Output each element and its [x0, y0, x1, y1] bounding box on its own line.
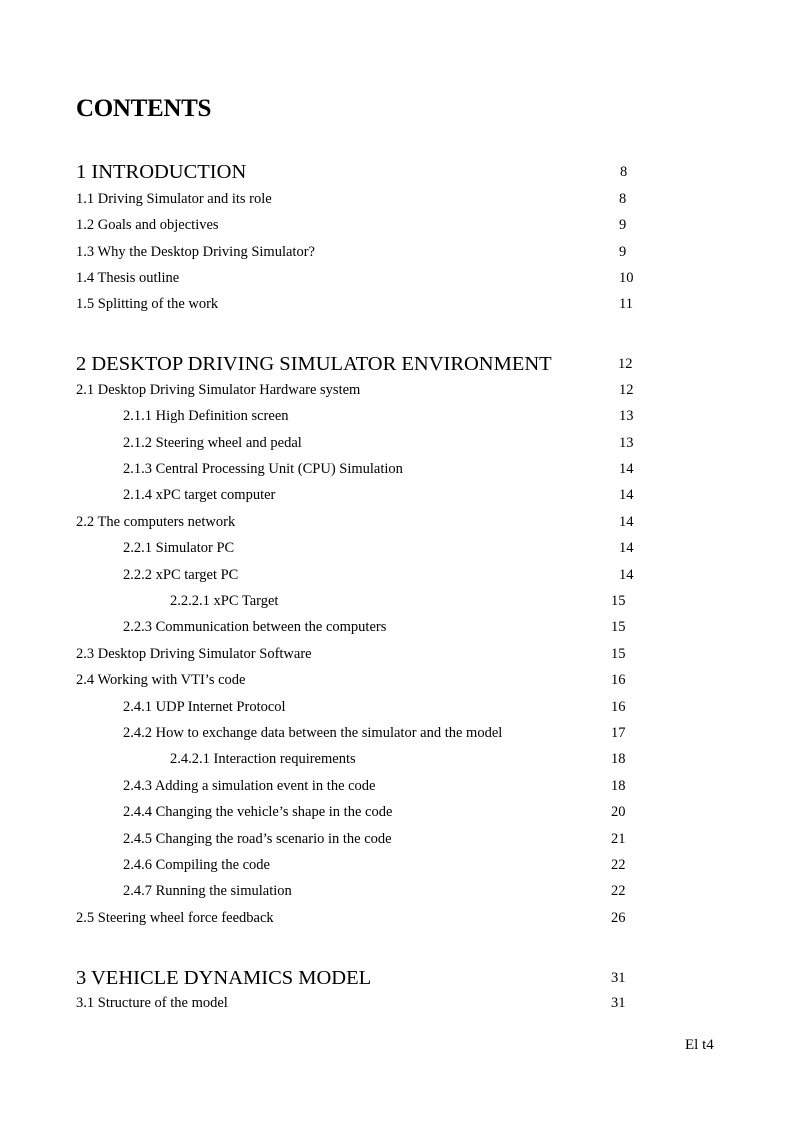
toc-entry-label: 2.4.4 Changing the vehicle’s shape in the code — [123, 804, 393, 820]
toc-entry-label: 3 VEHICLE DYNAMICS MODEL — [76, 967, 372, 989]
toc-entry-1-2[interactable] — [0, 215, 794, 235]
toc-entry-label: 2.1 Desktop Driving Simulator Hardware system — [76, 382, 361, 398]
toc-page-number: 22 — [611, 857, 626, 873]
toc-page-number: 18 — [611, 751, 626, 767]
toc-entry-1-3[interactable] — [0, 242, 794, 262]
toc-page-number: 15 — [611, 646, 626, 662]
toc-page-number: 31 — [611, 970, 626, 986]
toc-entry-label: 1.3 Why the Desktop Driving Simulator? — [76, 244, 315, 260]
toc-entry-label: 1.4 Thesis outline — [76, 270, 180, 286]
toc-entry-2-4-2-1[interactable] — [0, 749, 794, 769]
toc-page-number: 13 — [619, 435, 634, 451]
toc-page-number: 12 — [618, 356, 633, 372]
toc-page-number: 14 — [619, 567, 634, 583]
toc-page-number: 9 — [619, 244, 627, 260]
toc-page-number: 31 — [611, 995, 626, 1011]
toc-chapter-2[interactable] — [0, 353, 794, 382]
toc-entry-label: 2.2.2 xPC target PC — [123, 567, 239, 583]
toc-entry-label: 2.5 Steering wheel force feedback — [76, 910, 274, 926]
toc-entry-1-4[interactable] — [0, 268, 794, 288]
toc-entry-label: 1 INTRODUCTION — [76, 161, 247, 183]
toc-entry-label: 2.4.5 Changing the road’s scenario in the code — [123, 831, 392, 847]
toc-chapter-1[interactable] — [0, 161, 794, 190]
toc-entry-2-4-3[interactable] — [0, 776, 794, 796]
toc-entry-label: 2 DESKTOP DRIVING SIMULATOR ENVIRONMENT — [76, 353, 552, 375]
toc-entry-2-1[interactable] — [0, 380, 794, 400]
toc-entry-label: 1.2 Goals and objectives — [76, 217, 219, 233]
toc-entry-label: 2.1.3 Central Processing Unit (CPU) Simulation — [123, 461, 403, 477]
toc-entry-label: 2.2.2.1 xPC Target — [170, 593, 279, 609]
toc-entry-label: 1.1 Driving Simulator and its role — [76, 191, 272, 207]
toc-page-number: 14 — [619, 540, 634, 556]
toc-page-number: 8 — [619, 191, 627, 207]
toc-entry-label: 2.2.3 Communication between the computers — [123, 619, 387, 635]
toc-page-number: 18 — [611, 778, 626, 794]
toc-entry-2-2-1[interactable] — [0, 538, 794, 558]
toc-page-number: 26 — [611, 910, 626, 926]
toc-page-number: 8 — [620, 164, 628, 180]
toc-entry-3-1[interactable] — [0, 993, 794, 1013]
toc-page-number: 11 — [619, 296, 633, 312]
toc-entry-label: 2.1.1 High Definition screen — [123, 408, 289, 424]
toc-entry-label: 2.4.3 Adding a simulation event in the code — [123, 778, 376, 794]
toc-page-number: 14 — [619, 487, 634, 503]
toc-entry-label: 2.4.2 How to exchange data between the simulator and the model — [123, 725, 503, 741]
toc-page-number: 21 — [611, 831, 626, 847]
page-footer: El t4 — [685, 1037, 714, 1053]
toc-entry-2-4-4[interactable] — [0, 802, 794, 822]
toc-entry-2-4-5[interactable] — [0, 829, 794, 849]
toc-entry-2-4-1[interactable] — [0, 697, 794, 717]
toc-entry-2-3[interactable] — [0, 644, 794, 664]
toc-entry-2-2-3[interactable] — [0, 617, 794, 637]
toc-entry-label: 2.3 Desktop Driving Simulator Software — [76, 646, 312, 662]
toc-entry-2-2[interactable] — [0, 512, 794, 532]
toc-entry-label: 2.4.7 Running the simulation — [123, 883, 292, 899]
toc-page-number: 16 — [611, 699, 626, 715]
toc-entry-2-1-3[interactable] — [0, 459, 794, 479]
toc-entry-label: 3.1 Structure of the model — [76, 995, 228, 1011]
toc-entry-label: 2.1.2 Steering wheel and pedal — [123, 435, 302, 451]
toc-entry-2-4[interactable] — [0, 670, 794, 690]
toc-entry-1-1[interactable] — [0, 189, 794, 209]
toc-entry-label: 2.2 The computers network — [76, 514, 236, 530]
toc-page-number: 13 — [619, 408, 634, 424]
toc-page-number: 16 — [611, 672, 626, 688]
toc-page-number: 17 — [611, 725, 626, 741]
toc-entry-2-2-2-1[interactable] — [0, 591, 794, 611]
toc-page-number: 14 — [619, 514, 634, 530]
toc-entry-1-5[interactable] — [0, 294, 794, 314]
toc-entry-label: 2.4 Working with VTI’s code — [76, 672, 246, 688]
toc-entry-label: 1.5 Splitting of the work — [76, 296, 219, 312]
toc-entry-label: 2.2.1 Simulator PC — [123, 540, 235, 556]
page-title: CONTENTS — [76, 95, 212, 122]
toc-entry-2-4-2[interactable] — [0, 723, 794, 743]
toc-entry-2-1-2[interactable] — [0, 433, 794, 453]
toc-entry-2-5[interactable] — [0, 908, 794, 928]
toc-page-number: 10 — [619, 270, 634, 286]
toc-entry-label: 2.4.1 UDP Internet Protocol — [123, 699, 286, 715]
toc-page-number: 12 — [619, 382, 634, 398]
toc-entry-label: 2.1.4 xPC target computer — [123, 487, 276, 503]
toc-page-number: 20 — [611, 804, 626, 820]
toc-entry-2-4-6[interactable] — [0, 855, 794, 875]
toc-entry-2-4-7[interactable] — [0, 881, 794, 901]
toc-page-number: 9 — [619, 217, 627, 233]
toc-entry-label: 2.4.6 Compiling the code — [123, 857, 270, 873]
toc-page-number: 14 — [619, 461, 634, 477]
toc-entry-2-1-1[interactable] — [0, 406, 794, 426]
toc-page-number: 15 — [611, 593, 626, 609]
toc-entry-2-1-4[interactable] — [0, 485, 794, 505]
toc-entry-label: 2.4.2.1 Interaction requirements — [170, 751, 356, 767]
toc-page-number: 15 — [611, 619, 626, 635]
toc-page-number: 22 — [611, 883, 626, 899]
toc-entry-2-2-2[interactable] — [0, 565, 794, 585]
